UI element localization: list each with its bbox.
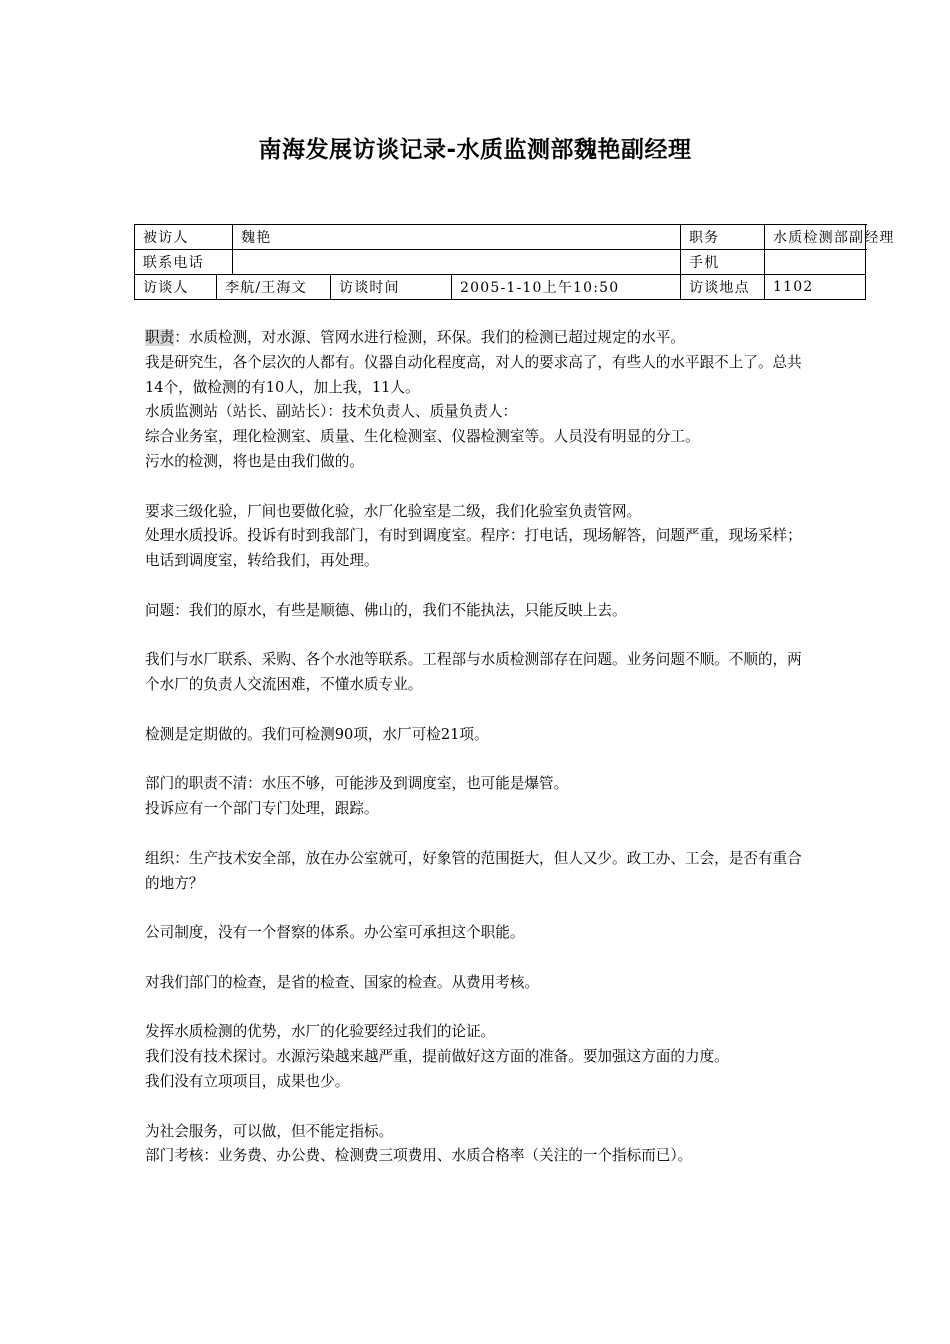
interview-info-table xyxy=(134,224,895,300)
paragraph-spacer xyxy=(145,822,813,847)
interview-time-value: 2005-1-10上午10:50 xyxy=(452,275,681,300)
duty-text: ：水质检测，对水源、管网水进行检测，环保。我们的检测已超过规定的水平。 xyxy=(174,329,685,346)
paragraph: 综合业务室，理化检测室、质量、生化检测室、仪器检测室等。人员没有明显的分工。 xyxy=(145,428,700,446)
table-row xyxy=(135,225,866,250)
paragraph: 发挥水质检测的优势，水厂的化验要经过我们的论证。 xyxy=(145,1023,496,1041)
phone-value xyxy=(233,250,681,275)
paragraph: 我们与水厂联系、采购、各个水池等联系。工程部与水质检测部存在问题。业务问题不顺。不顺的，两个水厂的负责人交流困难，不懂水质专业。 xyxy=(145,651,802,694)
paragraph: 为社会服务，可以做，但不能定指标。 xyxy=(145,1122,394,1140)
paragraph-spacer xyxy=(145,1095,813,1120)
paragraph-spacer xyxy=(145,896,813,921)
paragraph: 对我们部门的检查，是省的检查、国家的检查。从费用考核。 xyxy=(145,973,540,991)
mobile-value xyxy=(765,250,866,275)
paragraph-spacer xyxy=(145,574,813,599)
paragraph: 我是研究生，各个层次的人都有。仪器自动化程度高，对人的要求高了，有些人的水平跟不上了。总共14个，做检测的有10人，加上我，11人。 xyxy=(145,353,802,396)
position-label: 职务 xyxy=(681,225,765,250)
duty-paragraph xyxy=(145,326,813,351)
paragraph: 投诉应有一个部门专门处理，跟踪。 xyxy=(145,800,379,818)
paragraph: 污水的检测，将也是由我们做的。 xyxy=(145,452,364,470)
paragraph-spacer xyxy=(145,996,813,1021)
paragraph: 我们没有立项项目，成果也少。 xyxy=(145,1072,350,1090)
interviewee-value: 魏艳 xyxy=(233,225,681,250)
paragraph: 处理水质投诉。投诉有时到我部门，有时到调度室。程序：打电话，现场解答，问题严重，现场采样；电话到调度室，转给我们，再处理。 xyxy=(145,527,802,570)
paragraph: 公司制度，没有一个督察的体系。办公室可承担这个职能。 xyxy=(145,924,525,942)
paragraph-spacer xyxy=(145,624,813,649)
paragraph: 问题：我们的原水，有些是顺德、佛山的，我们不能执法，只能反映上去。 xyxy=(145,601,627,619)
interviewer-label: 访谈人 xyxy=(135,275,217,300)
phone-label: 联系电话 xyxy=(135,250,233,275)
paragraph: 水质监测站（站长、副站长）：技术负责人、质量负责人： xyxy=(145,403,518,421)
paragraph: 我们没有技术探讨。水源污染越来越严重，提前做好这方面的准备。要加强这方面的力度。 xyxy=(145,1048,729,1066)
paragraph: 部门考核：业务费、办公费、检测费三项费用、水质合格率（关注的一个指标而已）。 xyxy=(145,1147,693,1165)
interview-location-label: 访谈地点 xyxy=(681,275,765,300)
interviewer-value: 李航/王海文 xyxy=(217,275,331,300)
paragraph-spacer xyxy=(145,946,813,971)
table-row xyxy=(135,275,866,300)
mobile-label: 手机 xyxy=(681,250,765,275)
paragraph-spacer xyxy=(145,698,813,723)
duty-label: 职责 xyxy=(145,329,175,346)
interview-location-value: 1102 xyxy=(765,275,866,300)
document-title: 南海发展访谈记录-水质监测部魏艳副经理 xyxy=(258,137,692,163)
position-value: 水质检测部副经理 xyxy=(765,225,866,250)
interviewee-label: 被访人 xyxy=(135,225,233,250)
table-row xyxy=(135,250,866,275)
paragraph-spacer xyxy=(145,748,813,773)
interview-time-label: 访谈时间 xyxy=(331,275,452,300)
paragraph: 要求三级化验，厂间也要做化验，水厂化验室是二级，我们化验室负责管网。 xyxy=(145,502,642,520)
paragraph: 组织：生产技术安全部，放在办公室就可，好象管的范围挺大，但人又少。政工办、工会，是否有重合的地方？ xyxy=(145,849,802,892)
paragraph-spacer xyxy=(145,475,813,500)
paragraph: 检测是定期做的。我们可检测90项，水厂可检21项。 xyxy=(145,725,489,743)
paragraph: 部门的职责不清：水压不够，可能涉及到调度室，也可能是爆管。 xyxy=(145,775,569,793)
interview-notes xyxy=(145,326,813,1169)
